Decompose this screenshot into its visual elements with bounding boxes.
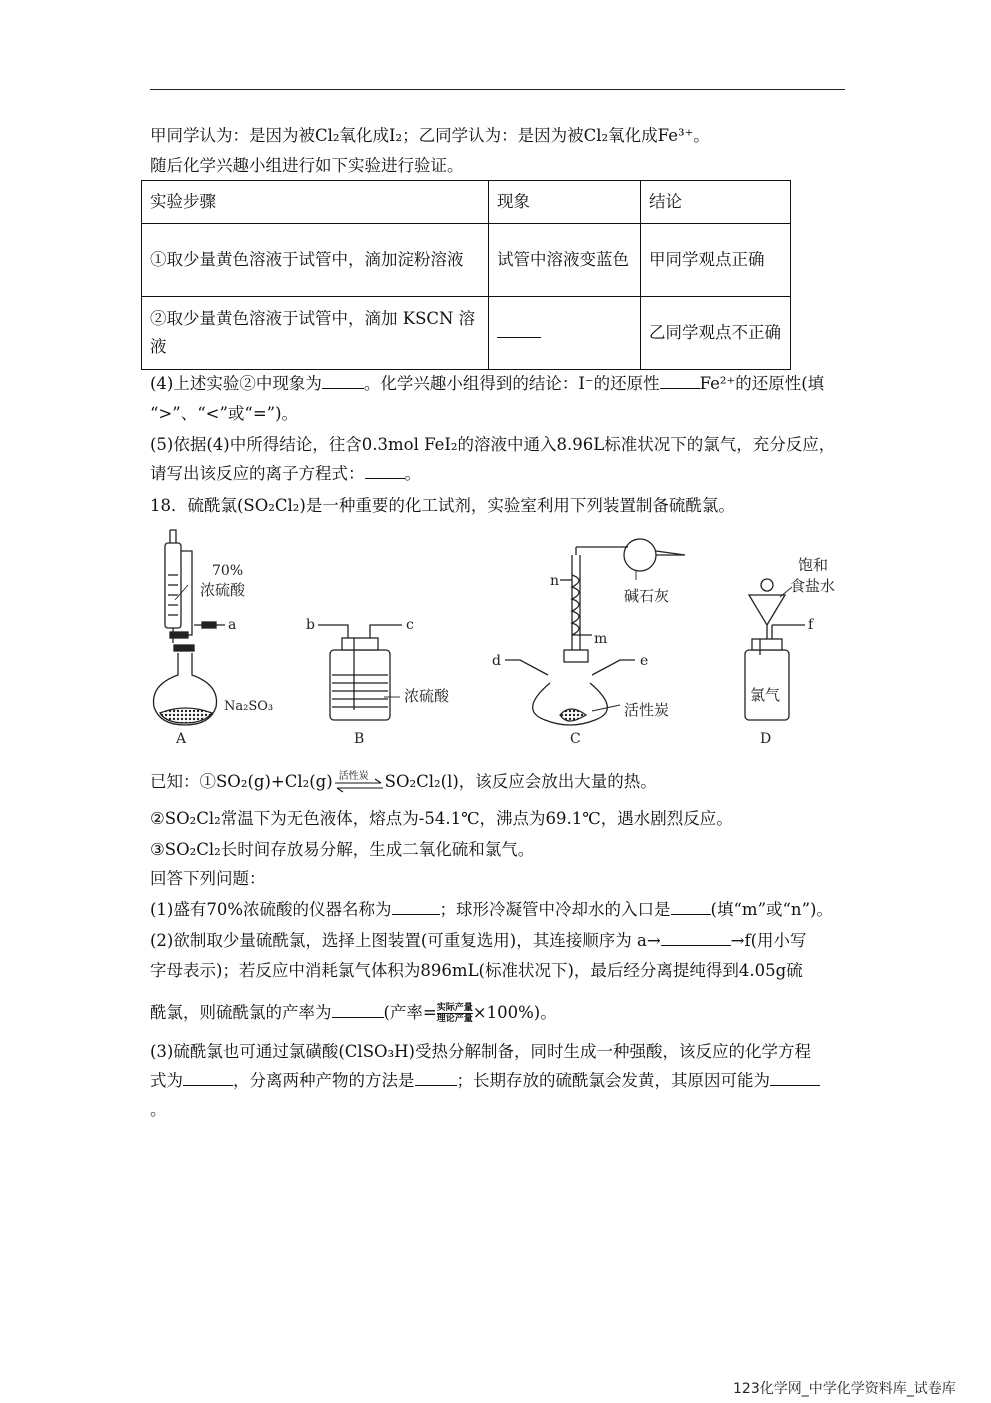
label-port-m: m <box>594 631 608 647</box>
q1-blank-2 <box>671 900 711 915</box>
q5-line-1: (5)依据(4)中所得结论，往含0.3mol FeI₂的溶液中通入8.96L标准状况下的氯气，充分反应， <box>150 435 836 454</box>
label-port-c: c <box>406 617 414 633</box>
row2-conclusion: 乙同学观点不正确 <box>641 296 791 369</box>
q5-blank <box>365 464 405 479</box>
row1-conclusion: 甲同学观点正确 <box>641 223 791 296</box>
q2-text-a: (2)欲制取少量硫酰氯，选择上图装置(可重复选用)，其连接顺序为 a→ <box>150 931 661 950</box>
caption-b: B <box>354 731 365 747</box>
table-row <box>142 223 791 296</box>
row2-step: ②取少量黄色溶液于试管中，滴加 KSCN 溶液 <box>142 296 489 369</box>
q1-text-b: ；球形冷凝管中冷却水的入口是 <box>439 900 671 919</box>
q3-text-c: ，分离两种产物的方法是 <box>233 1071 415 1090</box>
equilibrium-arrow <box>333 770 385 793</box>
table-header-row <box>142 181 791 224</box>
label-chlorine: 氯气 <box>750 686 781 704</box>
known-line-4: 回答下列问题： <box>150 869 266 888</box>
q1-blank-1 <box>392 900 440 915</box>
q3-line-1: (3)硫酰氯也可通过氯磺酸(ClSO₃H)受热分解制备，同时生成一种强酸，该反应的化学方程 <box>150 1042 811 1061</box>
q3-line-3: 。 <box>150 1100 167 1119</box>
label-acid-b: 浓硫酸 <box>404 687 450 705</box>
apparatus-a <box>154 530 226 725</box>
q2-text-b: →f(用小写 <box>730 931 807 950</box>
label-brine-2: 食盐水 <box>790 577 836 595</box>
label-port-a: a <box>228 617 237 633</box>
known-eq-right: SO₂Cl₂(l)，该反应会放出大量的热。 <box>384 772 657 791</box>
fraction-numerator: 实际产量 <box>436 1003 473 1013</box>
intro-line-2: 随后化学兴趣小组进行如下实验进行验证。 <box>150 156 464 175</box>
equilibrium-arrow-icon <box>333 775 385 795</box>
q1-text-c: (填“m”或“n”)。 <box>710 900 833 919</box>
fraction-denominator: 理论产量 <box>436 1014 473 1024</box>
apparatus-b <box>318 625 402 720</box>
header-conclusion: 结论 <box>641 181 791 224</box>
known-eq-left: 已知：①SO₂(g)+Cl₂(g) <box>150 772 333 791</box>
label-port-n: n <box>550 573 560 589</box>
q4-line-2: “>”、“<”或“=”)。 <box>150 404 299 423</box>
label-na2so3: Na₂SO₃ <box>224 699 274 714</box>
q2-text-3c: ×100%)。 <box>472 1003 557 1022</box>
label-brine-1: 饱和 <box>798 556 829 574</box>
q4-blank-1 <box>322 374 364 389</box>
q4-blank-2 <box>660 374 700 389</box>
caption-a: A <box>176 731 187 747</box>
footer-watermark: 123化学网_中学化学资料库_试卷库 <box>733 1381 956 1397</box>
apparatus-diagram <box>140 525 880 750</box>
row1-step: ①取少量黄色溶液于试管中，滴加淀粉溶液 <box>142 223 489 296</box>
intro-line-1: 甲同学认为：是因为被Cl₂氧化成I₂；乙同学认为：是因为被Cl₂氧化成Fe³⁺。 <box>150 126 710 145</box>
q2-blank-2 <box>332 1003 384 1018</box>
caption-c: C <box>570 731 581 747</box>
q4-text-b: 。化学兴趣小组得到的结论：I⁻的还原性 <box>363 374 660 393</box>
q3-line-2 <box>150 1069 820 1093</box>
label-acid-a: 浓硫酸 <box>200 581 246 599</box>
yield-fraction <box>437 1003 473 1024</box>
label-port-f: f <box>808 617 814 633</box>
q1-text-a: (1)盛有70%浓硫酸的仪器名称为 <box>150 900 392 919</box>
q5-text-c: 。 <box>404 464 421 483</box>
header-phenomenon: 现象 <box>489 181 641 224</box>
q1-line <box>150 898 833 922</box>
q4-text-c: Fe²⁺的还原性(填 <box>699 374 825 393</box>
header-rule <box>150 89 845 90</box>
q2-line-2: 字母表示)；若反应中消耗氯气体积为896mL(标准状况下)，最后经分离提纯得到4.05g硫 <box>150 961 803 980</box>
row2-phenomenon-blank <box>497 323 541 338</box>
caption-d: D <box>760 731 772 747</box>
q3-blank-1 <box>183 1071 233 1086</box>
q18-title: 18．硫酰氯(SO₂Cl₂)是一种重要的化工试剂，实验室利用下列装置制备硫酰氯。 <box>150 496 735 515</box>
q3-blank-3 <box>770 1071 820 1086</box>
label-soda-lime: 碱石灰 <box>624 587 670 605</box>
q5-text-b: 请写出该反应的离子方程式： <box>150 464 365 483</box>
label-activated-carbon: 活性炭 <box>624 701 670 719</box>
q2-text-3a: 酰氯，则硫酰氯的产率为 <box>150 1003 332 1022</box>
q3-text-b: 式为 <box>150 1071 183 1090</box>
known-line-2: ②SO₂Cl₂常温下为无色液体，熔点为-54.1℃，沸点为69.1℃，遇水剧烈反应。 <box>150 809 733 828</box>
q4-text-a: (4)上述实验②中现象为 <box>150 374 322 393</box>
label-port-b: b <box>306 617 315 633</box>
q3-blank-2 <box>415 1071 457 1086</box>
row2-phenomenon <box>489 296 641 369</box>
row1-phenomenon: 试管中溶液变蓝色 <box>489 223 641 296</box>
header-step: 实验步骤 <box>142 181 489 224</box>
known-line-1 <box>150 770 657 794</box>
q2-line-3 <box>150 1001 557 1025</box>
q2-line-1 <box>150 929 807 953</box>
q2-blank-1 <box>661 931 731 946</box>
label-70-percent: 70% <box>212 563 244 579</box>
q3-text-d: ；长期存放的硫酰氯会发黄，其原因可能为 <box>456 1071 770 1090</box>
table-row <box>142 296 791 369</box>
known-line-3: ③SO₂Cl₂长时间存放易分解，生成二氧化硫和氯气。 <box>150 840 535 859</box>
q5-line-2 <box>150 462 421 486</box>
experiment-table <box>141 180 791 370</box>
catalyst-label: 活性炭 <box>338 770 369 782</box>
q4-line-1 <box>150 372 824 396</box>
label-port-e: e <box>640 653 649 669</box>
q2-text-3b: (产率= <box>383 1003 437 1022</box>
label-port-d: d <box>492 653 501 669</box>
